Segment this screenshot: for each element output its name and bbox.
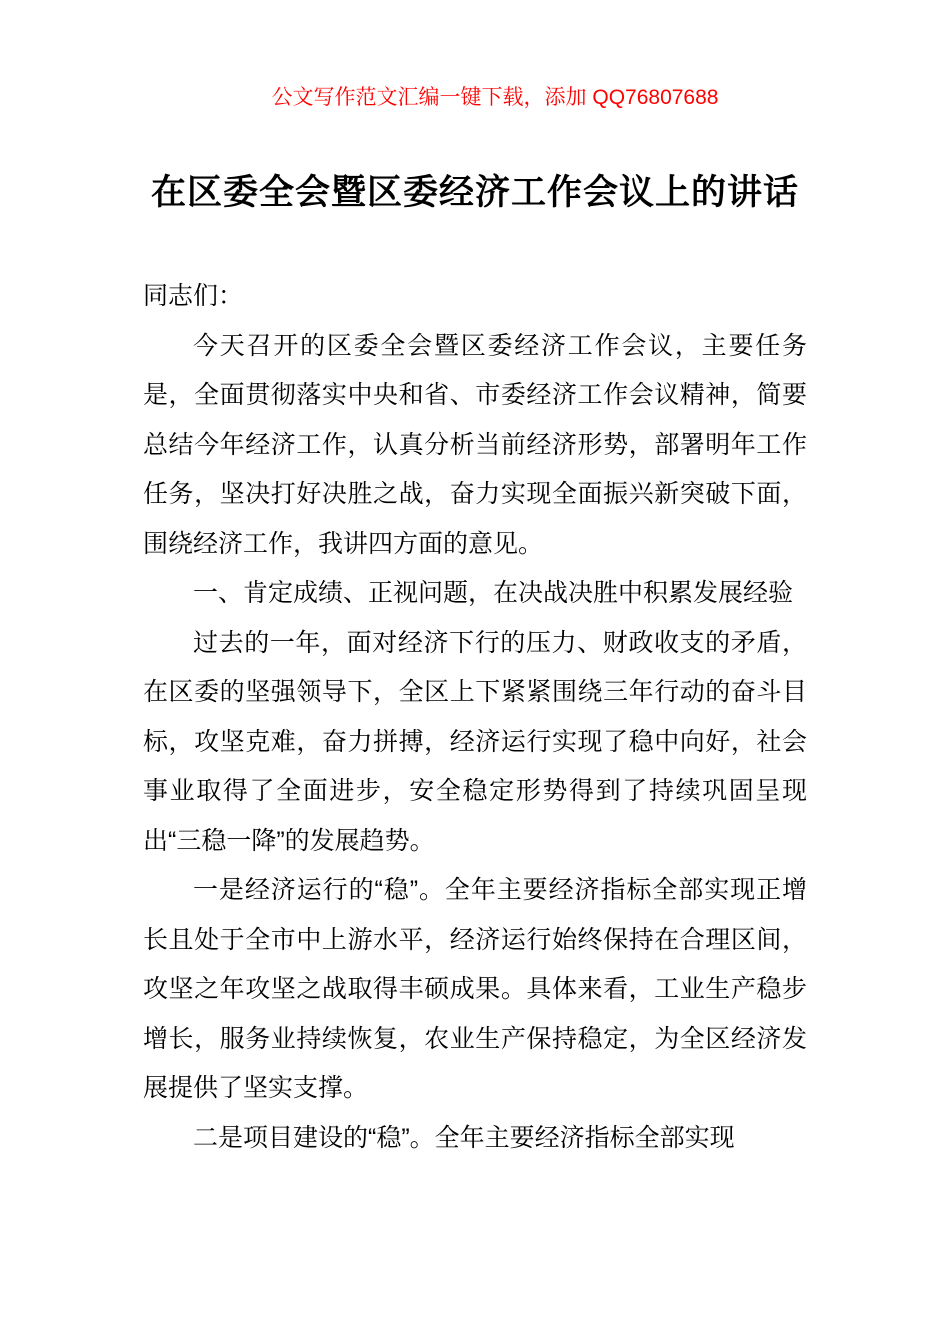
promo-banner: 公文写作范文汇编一键下载，添加 QQ76807688 xyxy=(271,86,719,109)
document-body xyxy=(143,272,807,1163)
paragraph-intro: 今天召开的区委全会暨区委经济工作会议，主要任务是，全面贯彻落实中央和省、市委经济工作会议精神，简要总结今年经济工作，认真分析当前经济形势，部署明年工作任务，坚决打好决胜之战，奋力实现全面振兴新突破下面，围绕经济工作，我讲四方面的意见。 xyxy=(143,331,807,558)
salutation: 同志们： xyxy=(143,282,244,310)
paragraph-economy-stability: 一是经济运行的“稳”。全年主要经济指标全部实现正增长且处于全市中上游水平，经济运行始终保持在合理区间，攻坚之年攻坚之战取得丰硕成果。具体来看，工业生产稳步增长，服务业持续恢复，农业生产保持稳定，为全区经济发展提供了坚实支撑。 xyxy=(143,876,807,1102)
document-title: 在区委全会暨区委经济工作会议上的讲话 xyxy=(150,173,799,212)
paragraph-review: 过去的一年，面对经济下行的压力、财政收支的矛盾，在区委的坚强领导下，全区上下紧紧围绕三年行动的奋斗目标，攻坚克难，奋力拼搏，经济运行实现了稳中向好，社会事业取得了全面进步，安全稳定形势得到了持续巩固呈现出“三稳一降”的发展趋势。 xyxy=(143,628,807,855)
paragraph-project-stability: 二是项目建设的“稳”。全年主要经济指标全部实现 xyxy=(193,1123,735,1152)
section-heading-1: 一、肯定成绩、正视问题，在决战决胜中积累发展经验 xyxy=(193,579,794,607)
